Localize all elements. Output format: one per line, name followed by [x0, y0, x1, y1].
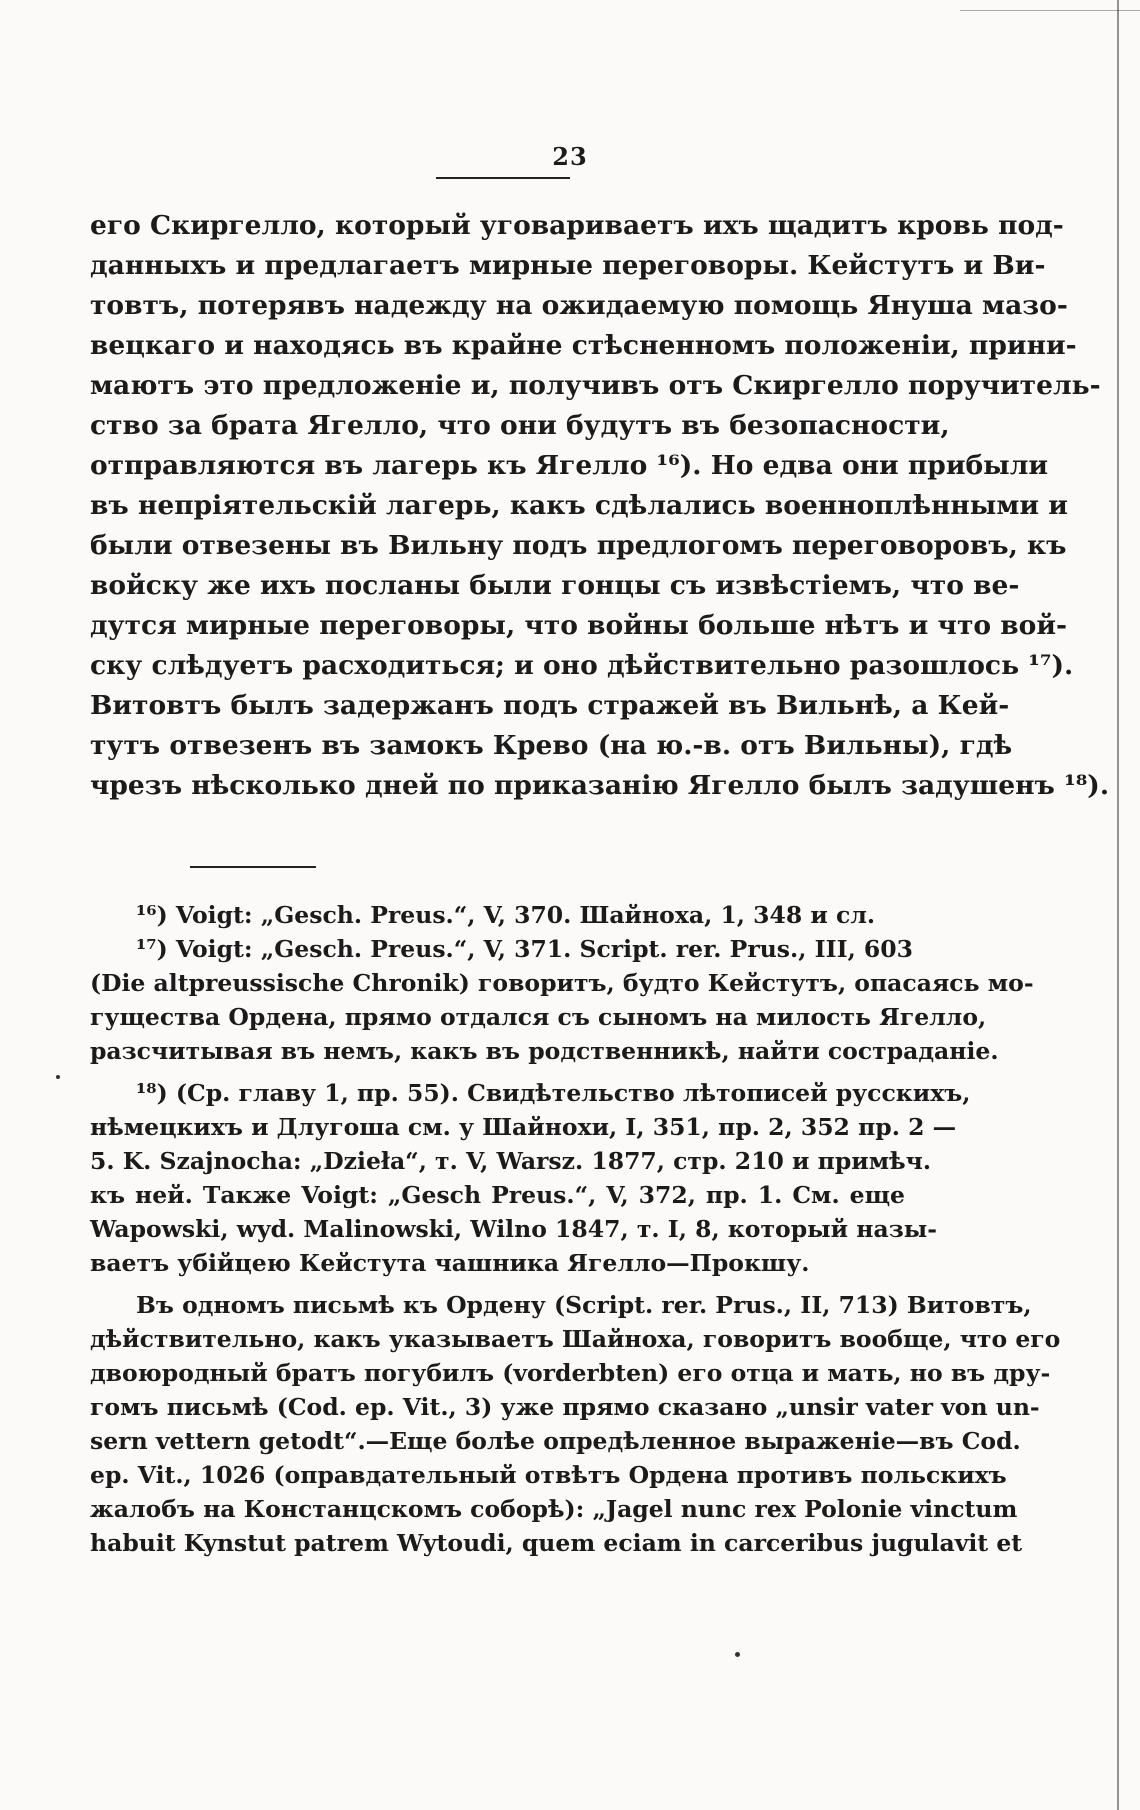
main-text-line: товтъ, потерявъ надежду на ожидаемую помощь Януша мазо-	[90, 290, 1068, 321]
main-text-line: были отвезены въ Вильну подъ предлогомъ переговоровъ, къ	[90, 530, 1067, 561]
main-text-line: вецкаго и находясь въ крайне стѣсненномъ положеніи, прини-	[90, 330, 1077, 361]
footnote-18-line: ¹⁸) (Ср. главу 1, пр. 55). Свидѣтельство лѣтописей русскихъ,	[136, 1079, 971, 1107]
footnote-17-line: ¹⁷) Voigt: „Gesch. Preus.“, V, 371. Script. rer. Prus., III, 603	[136, 935, 913, 963]
main-text-line: отправляются въ лагерь къ Ягелло ¹⁶). Но едва они прибыли	[90, 450, 1049, 481]
footnote-divider	[190, 866, 316, 868]
footnote-continuation-line: sern vettern getodt“.—Еще болѣе опредѣленное выраженіе—въ Cod.	[90, 1427, 1021, 1455]
footnote-18-line: Wapowski, wyd. Malinowski, Wilno 1847, т. I, 8, который назы-	[90, 1215, 938, 1243]
footnote-18-line: нѣмецкихъ и Длугоша см. у Шайнохи, I, 351, пр. 2, 352 пр. 2 —	[90, 1113, 957, 1141]
main-text-line: войску же ихъ посланы были гонцы съ извѣстіемъ, что ве-	[90, 570, 1020, 601]
footnote-17-line: разсчитывая въ немъ, какъ въ родственникѣ, найти состраданіе.	[90, 1037, 999, 1065]
main-text-line: въ непріятельскій лагерь, какъ сдѣлались военноплѣнными и	[90, 490, 1068, 521]
main-text-line: Витовтъ былъ задержанъ подъ стражей въ Вильнѣ, а Кей-	[90, 690, 1010, 721]
footnote-17-line: (Die altpreussische Chronik) говоритъ, будто Кейстутъ, опасаясь мо-	[90, 969, 1034, 997]
page-edge-top	[960, 10, 1140, 11]
main-text-line: его Скиргелло, который уговариваетъ ихъ щадитъ кровь под-	[90, 210, 1064, 241]
footnote-18-line: ваетъ убійцею Кейстута чашника Ягелло—Прокшу.	[90, 1249, 810, 1277]
footnote-18-line: къ ней. Также Voigt: „Gesch Preus.“, V, 372, пр. 1. См. еще	[90, 1181, 905, 1209]
main-text-line: маютъ это предложеніе и, получивъ отъ Скиргелло поручитель-	[90, 370, 1101, 401]
page-edge-right	[1117, 0, 1119, 1810]
footnote-17-line: гущества Ордена, прямо отдался съ сыномъ на милость Ягелло,	[90, 1003, 987, 1031]
footnote-continuation-line: Въ одномъ письмѣ къ Ордену (Script. rer. Prus., II, 713) Витовтъ,	[136, 1291, 1032, 1319]
footnote-16: ¹⁶) Voigt: „Gesch. Preus.“, V, 370. Шайноха, 1, 348 и сл.	[136, 901, 876, 929]
main-text-line: тутъ отвезенъ въ замокъ Крево (на ю.-в. отъ Вильны), гдѣ	[90, 730, 1013, 761]
footnote-continuation-line: ep. Vit., 1026 (оправдательный отвѣтъ Ордена противъ польскихъ	[90, 1461, 1007, 1489]
main-text-line: ску слѣдуетъ расходиться; и оно дѣйствительно разошлось ¹⁷).	[90, 650, 1074, 681]
page-number: 23	[552, 142, 588, 171]
footnote-continuation-line: дѣйствительно, какъ указываетъ Шайноха, говоритъ вообще, что его	[90, 1325, 1061, 1353]
ink-speck	[56, 1075, 60, 1079]
page-number-rule	[436, 177, 570, 179]
footnote-continuation-line: habuit Kynstut patrem Wytoudi, quem eciam in carceribus jugulavit et	[90, 1529, 1023, 1557]
main-text-line: ство за брата Ягелло, что они будутъ въ безопасности,	[90, 410, 950, 441]
footnote-continuation-line: двоюродный братъ погубилъ (vorderbten) его отца и мать, но въ дру-	[90, 1359, 1051, 1387]
main-text-line: чрезъ нѣсколько дней по приказанію Ягелло былъ задушенъ ¹⁸).	[90, 770, 1110, 801]
main-text-line: дутся мирные переговоры, что войны больше нѣтъ и что вой-	[90, 610, 1068, 641]
footnote-continuation-line: гомъ письмѣ (Cod. ep. Vit., 3) уже прямо сказано „unsir vater von un-	[90, 1393, 1040, 1421]
footnote-18-line: 5. K. Szajnocha: „Dzieła“, т. V, Warsz. 1877, стр. 210 и примѣч.	[90, 1147, 932, 1175]
main-text-line: данныхъ и предлагаетъ мирные переговоры. Кейстутъ и Ви-	[90, 250, 1046, 281]
ink-speck	[735, 1652, 740, 1657]
footnote-continuation-line: жалобъ на Констанцскомъ соборѣ): „Jagel nunc rex Polonie vinctum	[90, 1495, 1018, 1523]
